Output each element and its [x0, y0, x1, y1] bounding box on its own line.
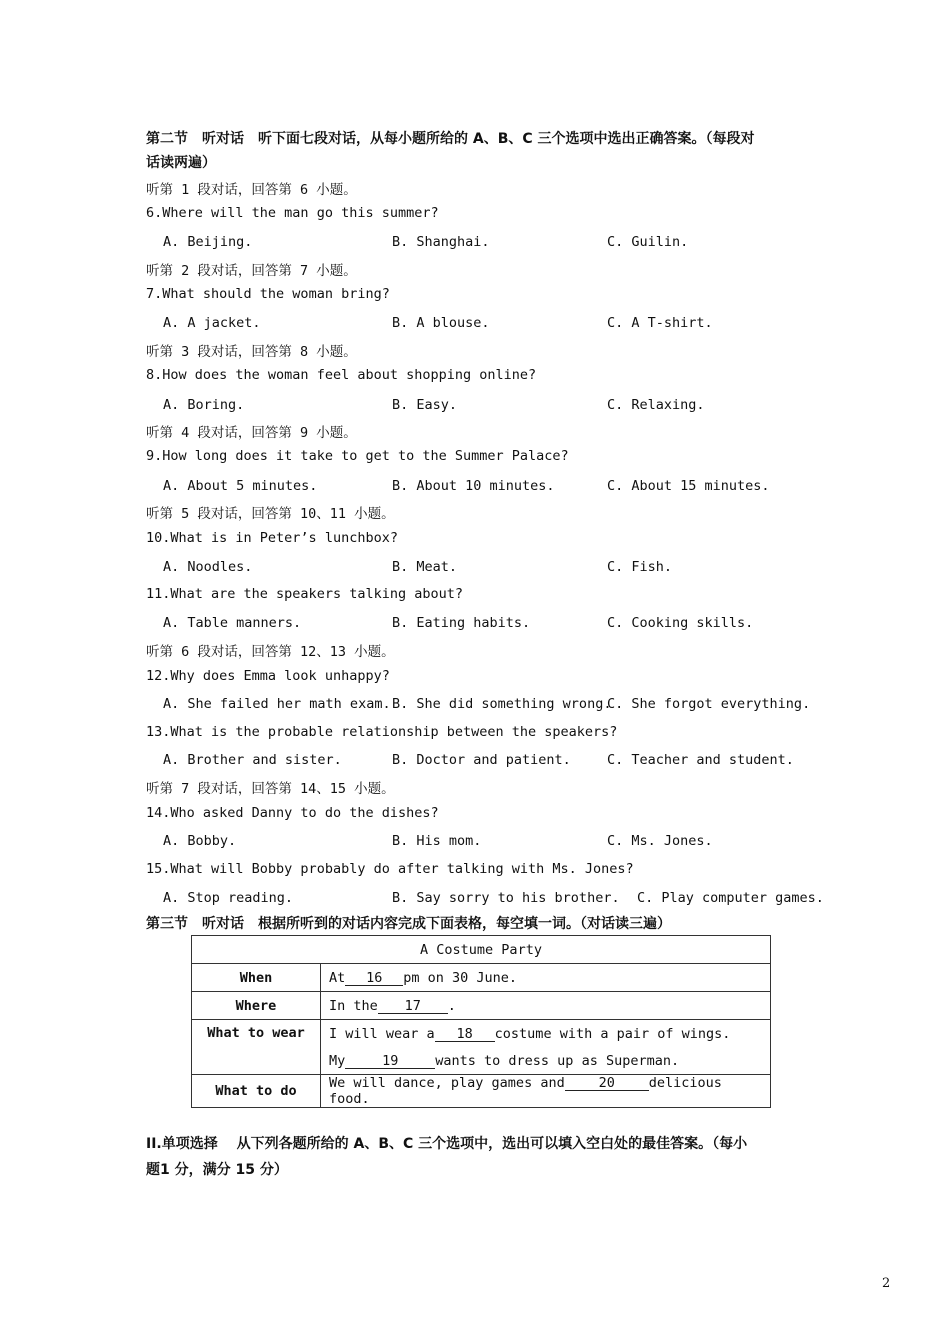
dialog-intro: 听第 4 段对话，回答第 9 小题。	[146, 425, 357, 441]
option-c: C. Guilin.	[607, 234, 689, 250]
option-a: A. Boring.	[163, 397, 245, 413]
blank-20: 20	[565, 1076, 649, 1091]
question-14	[146, 805, 439, 821]
text: delicious food.	[329, 1075, 722, 1107]
question-number: 11.	[146, 586, 171, 602]
option-b: B. About 10 minutes.	[392, 478, 555, 494]
question-11	[146, 586, 463, 602]
row-value-do	[321, 1075, 771, 1108]
question-13	[146, 724, 617, 740]
text: wants to dress up as Superman.	[435, 1052, 680, 1069]
option-c: C. Play computer games.	[637, 890, 824, 906]
question-number: 6.	[146, 205, 163, 221]
row-value-wear-2	[321, 1047, 771, 1075]
table-row	[192, 1020, 771, 1048]
question-number: 15.	[146, 861, 171, 877]
option-a: A. Stop reading.	[163, 890, 294, 906]
option-b: B. Meat.	[392, 559, 458, 575]
option-c: C. Cooking skills.	[607, 615, 754, 631]
row-label-do: What to do	[192, 1075, 321, 1108]
text: .	[447, 997, 456, 1014]
question-text: What is the probable relationship between the speakers?	[170, 724, 618, 740]
question-number: 8.	[146, 367, 163, 383]
option-c: C. She forgot everything.	[607, 696, 811, 712]
question-text: What should the woman bring?	[162, 286, 390, 302]
table-row	[192, 1075, 771, 1108]
question-9	[146, 448, 569, 464]
row-label-when: When	[192, 964, 321, 992]
question-7	[146, 286, 390, 302]
option-a: A. About 5 minutes.	[163, 478, 318, 494]
question-text: What are the speakers talking about?	[170, 586, 463, 602]
row-label-wear: What to wear	[192, 1020, 321, 1075]
dialog-intro: 听第 1 段对话，回答第 6 小题。	[146, 182, 357, 198]
question-6	[146, 205, 439, 221]
page-number: 2	[882, 1276, 891, 1291]
option-a: A. A jacket.	[163, 315, 261, 331]
option-b: B. Doctor and patient.	[392, 752, 571, 768]
option-c: C. Relaxing.	[607, 397, 705, 413]
option-c: C. About 15 minutes.	[607, 478, 770, 494]
question-number: 10.	[146, 530, 171, 546]
option-a: A. Beijing.	[163, 234, 253, 250]
blank-17: 17	[378, 999, 448, 1014]
dialog-intro: 听第 7 段对话，回答第 14、15 小题。	[146, 781, 395, 797]
row-value-when	[321, 964, 771, 992]
option-a: A. Brother and sister.	[163, 752, 342, 768]
option-c: C. Teacher and student.	[607, 752, 794, 768]
question-text: What is in Peter’s lunchbox?	[170, 530, 398, 546]
table-row	[192, 992, 771, 1020]
option-b: B. Shanghai.	[392, 234, 490, 250]
option-b: B. A blouse.	[392, 315, 490, 331]
option-a: A. Noodles.	[163, 559, 253, 575]
option-a: A. She failed her math exam.	[163, 696, 391, 712]
question-text: What will Bobby probably do after talking with Ms. Jones?	[170, 861, 634, 877]
text: costume with a pair of wings.	[494, 1025, 731, 1042]
question-text: How does the woman feel about shopping online?	[162, 367, 537, 383]
question-number: 13.	[146, 724, 171, 740]
question-15	[146, 861, 634, 877]
blank-18: 18	[435, 1027, 495, 1042]
question-10	[146, 530, 398, 546]
dialog-intro: 听第 6 段对话，回答第 12、13 小题。	[146, 644, 395, 660]
table-row	[192, 936, 771, 964]
blank-16: 16	[345, 971, 403, 986]
option-b: B. She did something wrong.	[392, 696, 612, 712]
costume-party-table	[191, 935, 771, 1108]
question-number: 14.	[146, 805, 171, 821]
blank-19: 19	[345, 1054, 435, 1069]
question-12	[146, 668, 390, 684]
section2-heading-line2: 话读两遍）	[146, 155, 216, 171]
text: We will dance, play games and	[329, 1075, 565, 1091]
question-text: How long does it take to get to the Summer Palace?	[162, 448, 569, 464]
section2-heading-line1: 第二节 听对话 听下面七段对话，从每小题所给的 A、B、C 三个选项中选出正确答案。（每段对	[146, 131, 755, 147]
question-text: Who asked Danny to do the dishes?	[170, 805, 439, 821]
option-c: C. A T-shirt.	[607, 315, 713, 331]
row-label-where: Where	[192, 992, 321, 1020]
question-text: Where will the man go this summer?	[162, 205, 439, 221]
text: I will wear a	[329, 1025, 435, 1042]
dialog-intro: 听第 5 段对话，回答第 10、11 小题。	[146, 506, 395, 522]
text: In the	[329, 997, 378, 1014]
table-title: A Costume Party	[192, 936, 771, 964]
question-text: Why does Emma look unhappy?	[170, 668, 390, 684]
option-a: A. Bobby.	[163, 833, 237, 849]
text: My	[329, 1052, 346, 1069]
option-b: B. Eating habits.	[392, 615, 531, 631]
question-number: 9.	[146, 448, 163, 464]
question-number: 12.	[146, 668, 171, 684]
text: At	[329, 969, 346, 986]
row-value-wear-1	[321, 1020, 771, 1048]
table-row	[192, 964, 771, 992]
option-b: B. His mom.	[392, 833, 482, 849]
option-c: C. Ms. Jones.	[607, 833, 713, 849]
row-value-where	[321, 992, 771, 1020]
question-8	[146, 367, 536, 383]
question-number: 7.	[146, 286, 163, 302]
part2-heading-line1: II.单项选择 从下列各题所给的 A、B、C 三个选项中，选出可以填入空白处的最佳答案。（每小	[146, 1136, 748, 1152]
part2-heading-line2: 题1 分，满分 15 分）	[146, 1162, 288, 1178]
section3-heading: 第三节 听对话 根据所听到的对话内容完成下面表格，每空填一词。（对话读三遍）	[146, 916, 671, 932]
dialog-intro: 听第 2 段对话，回答第 7 小题。	[146, 263, 357, 279]
option-b: B. Easy.	[392, 397, 458, 413]
text: pm on 30 June.	[403, 969, 518, 986]
option-b: B. Say sorry to his brother.	[392, 890, 620, 906]
option-c: C. Fish.	[607, 559, 673, 575]
option-a: A. Table manners.	[163, 615, 302, 631]
dialog-intro: 听第 3 段对话，回答第 8 小题。	[146, 344, 357, 360]
